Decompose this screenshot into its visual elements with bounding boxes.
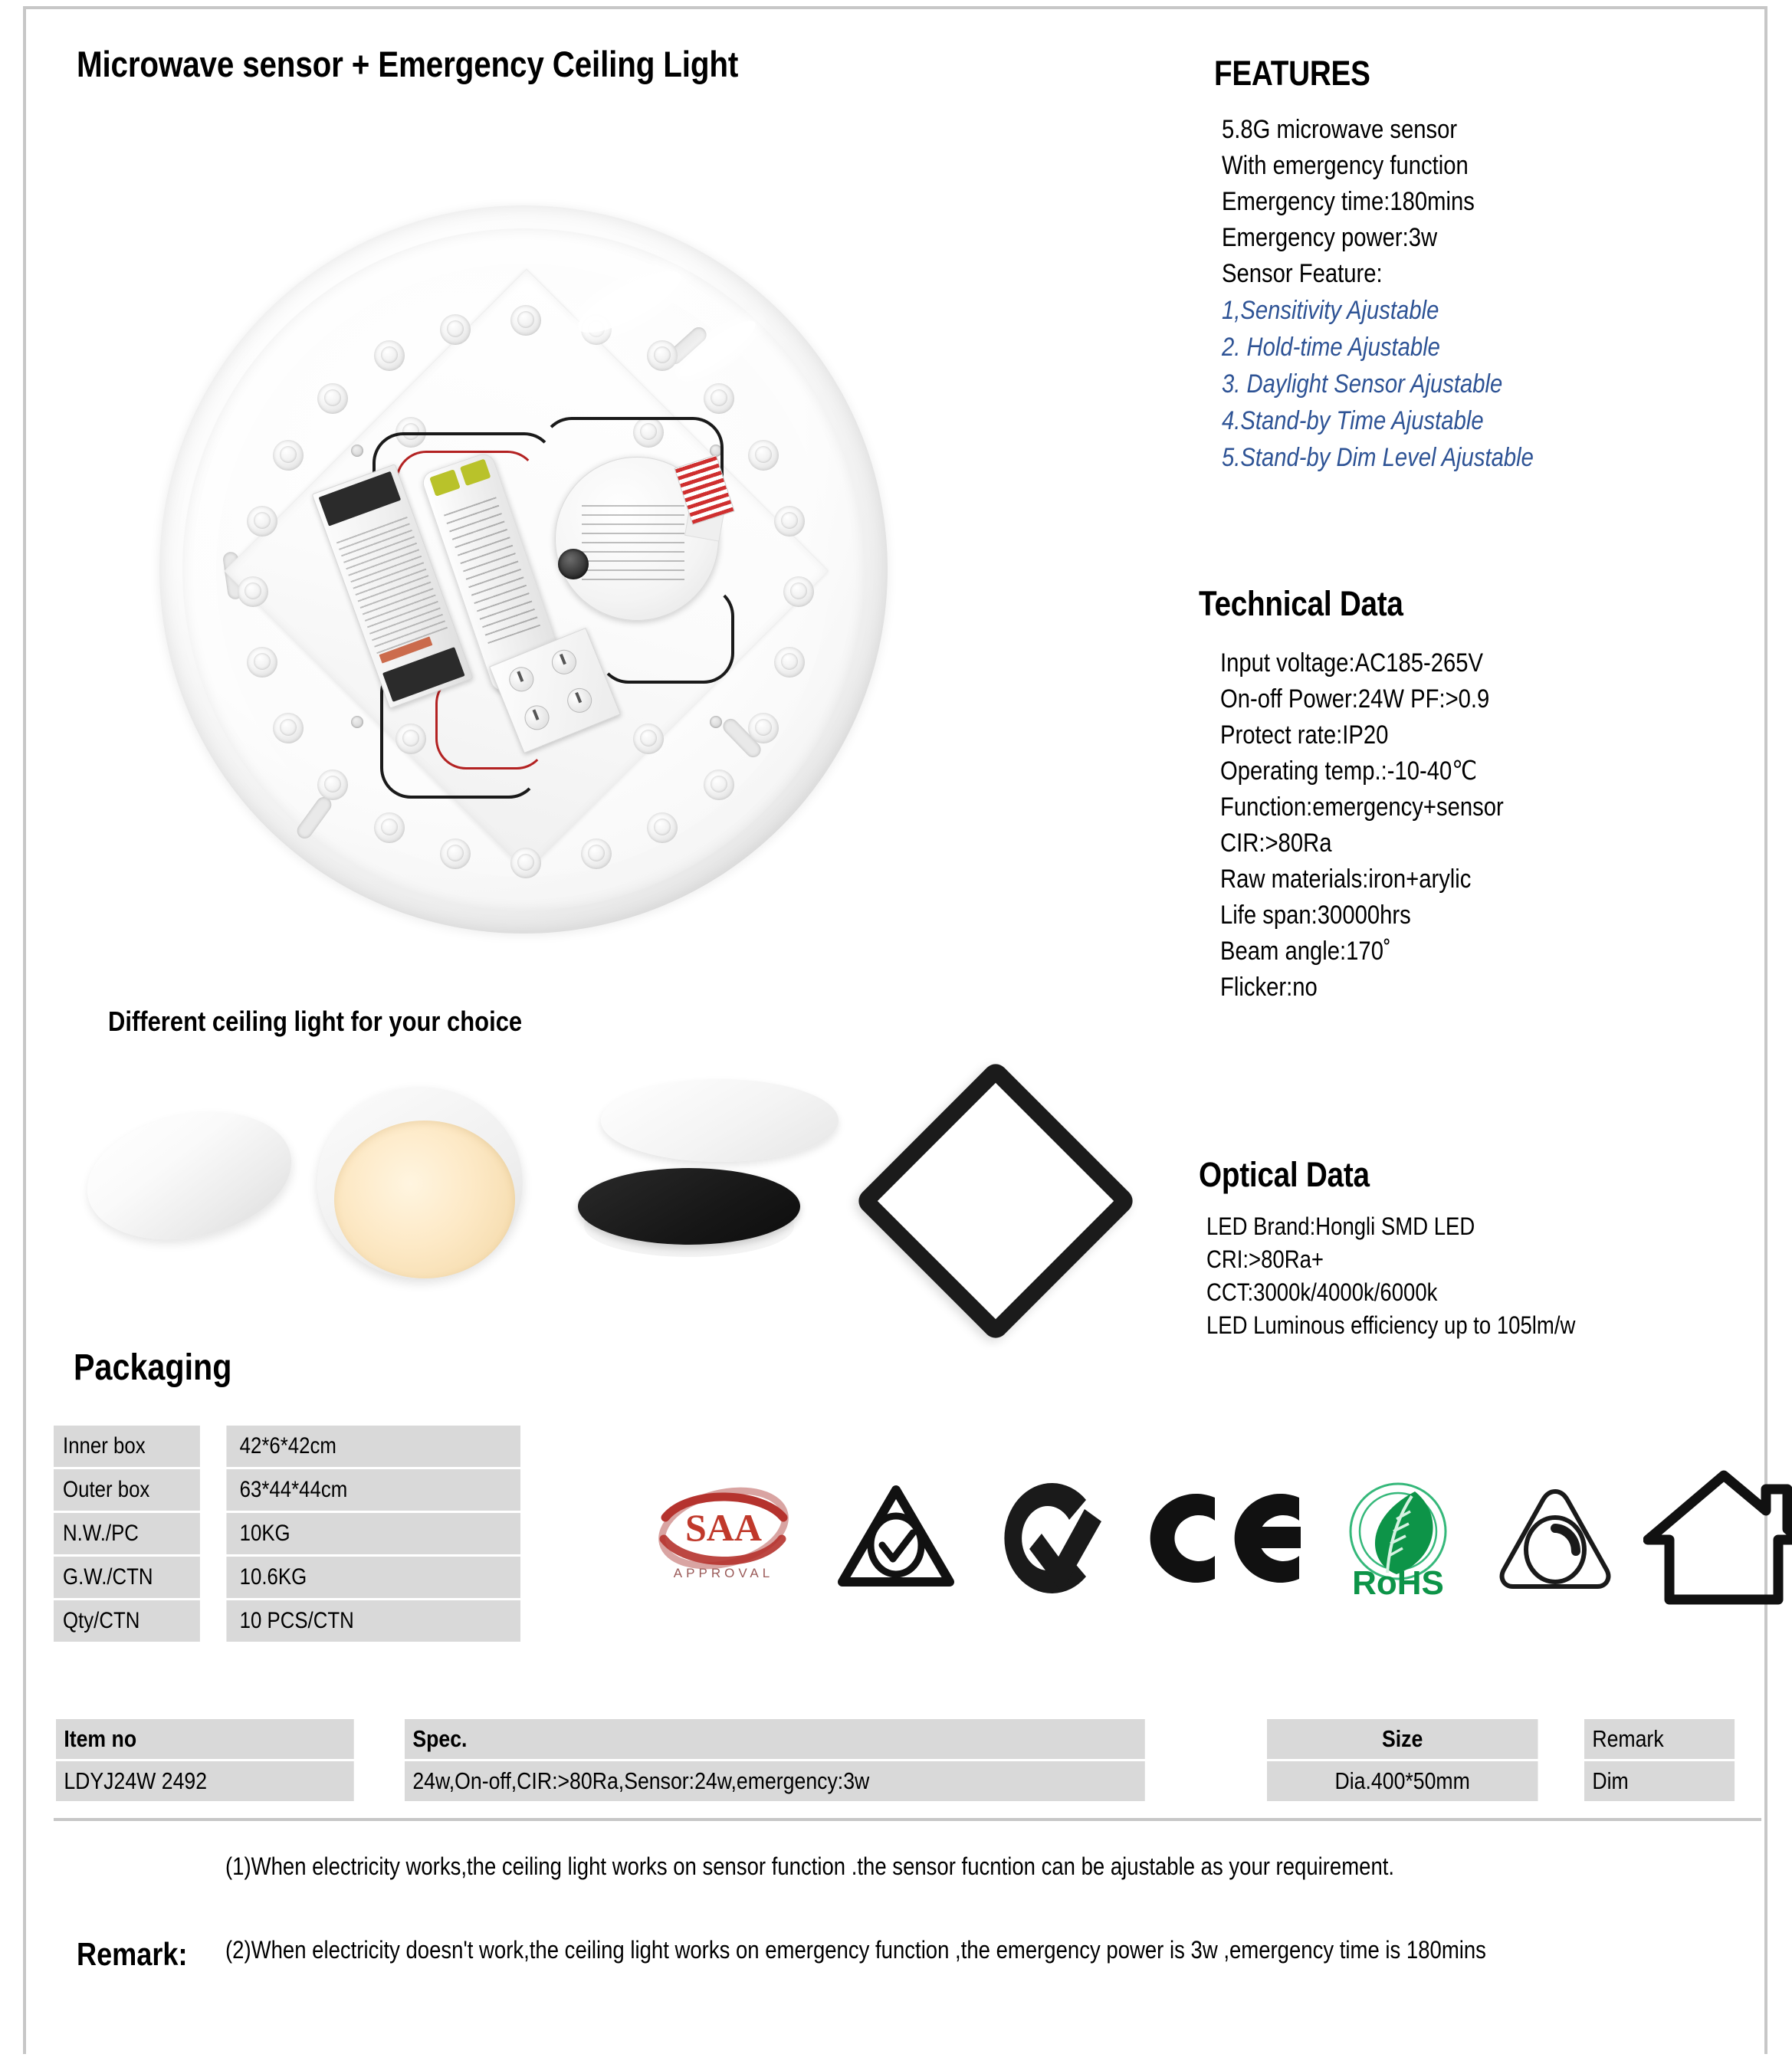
black-square-ceiling-light — [869, 1075, 1099, 1304]
spec-sheet-page — [23, 6, 1767, 2054]
led-lens — [510, 305, 541, 336]
disc-face — [601, 1079, 839, 1162]
column-header-spec: Spec. — [405, 1719, 1145, 1759]
sensor-feature-item: 3. Daylight Sensor Ajustable — [1222, 369, 1503, 399]
packaging-key: G.W./CTN — [54, 1557, 200, 1598]
technical-line: Protect rate:IP20 — [1220, 720, 1389, 750]
led-lens — [647, 340, 678, 371]
certification-logos — [639, 1450, 1758, 1626]
table-row — [54, 1557, 569, 1598]
svg-text:SAA: SAA — [684, 1506, 763, 1549]
feature-line: 5.8G microwave sensor — [1222, 115, 1458, 144]
led-lens — [238, 576, 268, 607]
sensor-feature-item: 5.Stand-by Dim Level Ajustable — [1222, 443, 1534, 472]
warm-light-lens — [334, 1121, 515, 1278]
ce-mark-logo — [1137, 1450, 1314, 1626]
optical-data-section — [1199, 1155, 1781, 1342]
optical-line: CCT:3000k/4000k/6000k — [1206, 1278, 1438, 1306]
packaging-key: N.W./PC — [54, 1513, 200, 1554]
daylight-potentiometer — [521, 702, 553, 734]
led-lens — [247, 506, 277, 537]
led-lens — [704, 769, 734, 800]
black-slim-round-ceiling-light — [578, 1168, 800, 1262]
led-lens — [633, 724, 664, 754]
led-lens — [581, 838, 612, 869]
remark-section — [54, 1818, 1761, 2060]
column-header-remark: Remark — [1584, 1719, 1735, 1759]
remark-paragraph: (2)When electricity doesn't work,the ceiling light works on emergency function ,the emergency power is 3w ,emergency time is 180mins — [225, 1936, 1486, 1964]
sensor-feature-item: 2. Hold-time Ajustable — [1222, 333, 1440, 362]
technical-line: Beam angle:170˚ — [1220, 937, 1391, 966]
packaging-heading: Packaging — [74, 1347, 232, 1388]
led-lens — [317, 769, 348, 800]
svg-text:APPROVAL: APPROVAL — [673, 1566, 774, 1580]
white-slim-round-ceiling-light — [601, 1079, 839, 1179]
technical-line: CIR:>80Ra — [1220, 829, 1332, 858]
remark-label: Remark: — [77, 1936, 188, 1972]
c-tick-logo — [984, 1450, 1122, 1626]
packaging-value: 10.6KG — [224, 1557, 520, 1598]
led-lens — [748, 713, 779, 743]
technical-line: Function:emergency+sensor — [1220, 792, 1504, 822]
battery-cap — [460, 458, 491, 486]
packaging-key: Outer box — [54, 1469, 200, 1511]
led-lens — [440, 838, 471, 869]
cell-item-no: LDYJ24W 2492 — [56, 1761, 353, 1801]
mounting-hole-center — [558, 549, 589, 579]
sensor-feature-heading: Sensor Feature: — [1222, 259, 1383, 288]
variants-gallery — [72, 1067, 1160, 1289]
battery-cap — [429, 469, 461, 497]
led-lens — [374, 812, 405, 843]
packaging-value: 10KG — [224, 1513, 520, 1554]
standby-potentiometer — [563, 684, 596, 717]
pcb-screw — [351, 445, 363, 457]
sensor-feature-item: 4.Stand-by Time Ajustable — [1222, 406, 1484, 435]
variants-heading: Different ceiling light for your choice — [108, 1006, 523, 1037]
led-lens — [774, 506, 805, 537]
packaging-value: 42*6*42cm — [224, 1426, 520, 1467]
technical-line: Input voltage:AC185-265V — [1220, 648, 1484, 678]
packaging-table — [54, 1423, 569, 1644]
table-header-row — [56, 1719, 1759, 1759]
pcb-screw — [710, 716, 722, 728]
feature-line: Emergency power:3w — [1222, 223, 1438, 252]
led-lens — [247, 647, 277, 678]
saa-approval-logo — [639, 1450, 808, 1626]
table-row — [54, 1600, 569, 1642]
page-title: Microwave sensor + Emergency Ceiling Light — [77, 44, 739, 84]
sensitivity-potentiometer — [505, 663, 537, 695]
remark-paragraph: (1)When electricity works,the ceiling light works on sensor function .the sensor fucntion can be ajustable as your requirement. — [225, 1852, 1395, 1880]
cell-size: Dia.400*50mm — [1267, 1761, 1538, 1801]
table-row — [54, 1426, 569, 1467]
product-photo-ceiling-light-internals — [143, 187, 917, 961]
sensor-feature-item: 1,Sensitivity Ajustable — [1222, 296, 1439, 325]
technical-data-heading: Technical Data — [1199, 584, 1403, 623]
led-lens — [273, 713, 304, 743]
remark-body — [225, 1850, 1728, 1967]
triangle-mark-logo — [1482, 1450, 1628, 1626]
dome-top — [75, 1094, 303, 1258]
table-row — [56, 1761, 1759, 1801]
warm-round-ceiling-light — [317, 1087, 524, 1294]
packaging-value: 10 PCS/CTN — [224, 1600, 520, 1642]
features-heading: FEATURES — [1214, 54, 1370, 93]
packaging-key: Qty/CTN — [54, 1600, 200, 1642]
led-lens — [273, 440, 304, 471]
indoor-use-house-logo — [1636, 1450, 1792, 1626]
item-spec-table — [54, 1717, 1761, 1803]
driver-print-text — [582, 497, 684, 580]
hold-time-potentiometer — [548, 646, 580, 678]
led-lens — [783, 576, 814, 607]
led-lens — [647, 812, 678, 843]
led-lens — [317, 383, 348, 414]
led-lens — [374, 340, 405, 371]
technical-line: Life span:30000hrs — [1220, 901, 1411, 930]
technical-data-section — [1199, 584, 1766, 1006]
white-dome-ceiling-light — [86, 1114, 293, 1260]
features-section — [1214, 54, 1766, 476]
led-lens — [510, 848, 541, 878]
optical-line: LED Brand:Hongli SMD LED — [1206, 1212, 1475, 1240]
technical-line: On-off Power:24W PF:>0.9 — [1220, 684, 1490, 714]
table-row — [54, 1469, 569, 1511]
packaging-value: 63*44*44cm — [224, 1469, 520, 1511]
optical-line: CRI:>80Ra+ — [1206, 1245, 1324, 1273]
cell-spec: 24w,On-off,CIR:>80Ra,Sensor:24w,emergency:3w — [405, 1761, 1145, 1801]
column-header-size: Size — [1267, 1719, 1538, 1759]
rohs-logo — [1321, 1450, 1475, 1626]
technical-line: Raw materials:iron+arylic — [1220, 865, 1472, 894]
disc-face — [578, 1168, 800, 1245]
cell-remark: Dim — [1584, 1761, 1735, 1801]
packaging-key: Inner box — [54, 1426, 200, 1467]
technical-line: Operating temp.:-10-40℃ — [1220, 756, 1478, 786]
led-lens — [704, 383, 734, 414]
feature-line: Emergency time:180mins — [1222, 187, 1475, 216]
square-frame — [854, 1059, 1138, 1344]
column-header-item-no: Item no — [56, 1719, 353, 1759]
optical-data-heading: Optical Data — [1199, 1155, 1370, 1194]
optical-line: LED Luminous efficiency up to 105lm/w — [1206, 1311, 1576, 1339]
table-row — [54, 1513, 569, 1554]
led-lens — [774, 647, 805, 678]
svg-text:RoHS: RoHS — [1352, 1564, 1444, 1602]
led-lens — [440, 314, 471, 345]
pcb-screw — [351, 716, 363, 728]
rcm-mark-logo — [823, 1450, 969, 1626]
feature-line: With emergency function — [1222, 151, 1469, 180]
led-lens — [748, 440, 779, 471]
technical-line: Flicker:no — [1220, 973, 1318, 1002]
